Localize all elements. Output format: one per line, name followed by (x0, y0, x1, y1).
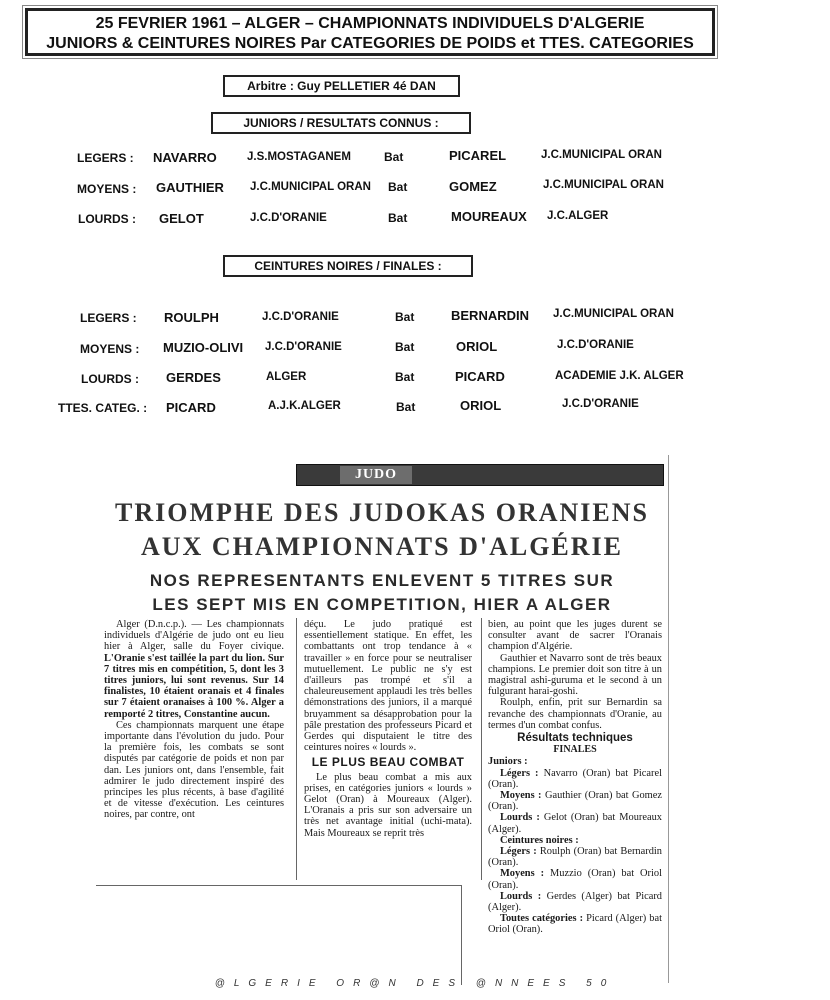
bat-label: Bat (395, 370, 415, 384)
winner-name: ROULPH (164, 310, 219, 325)
article-paragraph-bold: L'Oranie s'est taillée la part du lion. Sur 7 titres mis en compétition, 5, dont les 3 titres juniors, lui sont revenus. Sur 14 finalistes, 10 étaient oranais et 4 finales sur 7 étaient oranaises à 100 %. Alger a remporté 2 titres, Constantine aucun. (104, 652, 284, 720)
category-label: TTES. CATEG. : (58, 401, 148, 415)
juniors-section-title: JUNIORS / RESULTATS CONNUS : (211, 112, 471, 134)
loser-club: ACADEMIE J.K. ALGER (555, 370, 684, 382)
category-label: LEGERS : (77, 151, 134, 165)
loser-club: J.C.MUNICIPAL ORAN (553, 308, 674, 320)
title-line-1: 25 FEVRIER 1961 – ALGER – CHAMPIONNATS INDIVIDUELS D'ALGERIE (95, 15, 645, 32)
winner-name: GAUTHIER (156, 180, 224, 195)
category-label: LEGERS : (80, 311, 137, 325)
result-item: Toutes catégories : Picard (Alger) bat Oriol (Oran). (488, 913, 662, 936)
column-divider (461, 885, 462, 985)
bat-label: Bat (384, 150, 404, 164)
category-label: LOURDS : (81, 372, 139, 386)
winner-name: GERDES (166, 370, 221, 385)
rule (96, 885, 461, 886)
article-paragraph: déçu. Le judo pratiqué est essentiellement statique. En effet, les combattants ont trop tendance à « travailler » en force pour se neutraliser mutuellement. Le public ne s'y est d'ailleurs pas trompé et s'il a chaleureusement applaudi les très belles démonstrations des juniors, il a marqué bruyamment sa désapprobation pour la pâle prestation des professeurs Picard et Gerdes qui disputaient le titre des ceintures noires « lourds ». (304, 619, 472, 754)
result-item: Moyens : Muzzio (Oran) bat Oriol (Oran). (488, 868, 662, 891)
article-headline-2: AUX CHAMPIONNATS D'ALGÉRIE (141, 532, 623, 561)
article-paragraph: Roulph, enfin, prit sur Bernardin sa revanche des championnats d'Oranie, au termes d'un combat confus. (488, 697, 662, 731)
category-label: MOYENS : (80, 342, 140, 356)
bat-label: Bat (396, 400, 416, 414)
article-subhead-1: NOS REPRESENTANTS ENLEVENT 5 TITRES SUR (149, 571, 615, 590)
winner-name: PICARD (166, 400, 216, 415)
result-item: Légers : Navarro (Oran) bat Picarel (Oran). (488, 767, 662, 790)
article-paragraph: Le plus beau combat a mis aux prises, en catégories juniors « lourds » Gelot (Oran) à Moureaux (Alger). L'Oranais a pris sur son adversaire un très net avantage initial (uchi-mata). Mais Moureaux se reprit très (304, 771, 472, 839)
article-headline-1: TRIOMPHE DES JUDOKAS ORANIENS (114, 498, 649, 527)
article-column-3 (488, 619, 662, 936)
section-heading: LE PLUS BEAU COMBAT (311, 755, 465, 770)
loser-name: MOUREAUX (451, 209, 527, 224)
winner-club: J.S.MOSTAGANEM (247, 151, 351, 163)
result-item: Légers : Roulph (Oran) bat Bernardin (Oran). (488, 846, 662, 869)
article-paragraph: bien, au point que les juges durent se consulter avant de sacrer l'Oranais champion d'Algérie. (488, 619, 662, 653)
loser-name: PICAREL (449, 148, 507, 163)
loser-name: PICARD (455, 369, 505, 384)
winner-name: NAVARRO (153, 150, 217, 165)
black-belts-section-title: CEINTURES NOIRES / FINALES : (223, 255, 473, 277)
article-column-1 (104, 619, 284, 821)
loser-name: GOMEZ (449, 179, 497, 194)
article-paragraph: Gauthier et Navarro sont de très beaux champions. Le premier doit son titre à un magistral ashi-guruma et le second à un fulgurant harai-goshi. (488, 652, 662, 698)
article-column-2 (304, 619, 472, 839)
bat-label: Bat (395, 310, 415, 324)
article-paragraph: Ces championnats marquent une étape importante dans l'évolution du judo. Pour la première fois, les combats se sont disputés par catégorie de poids et non par dan. Les juniors ont, dans l'ensemble, fait admirer le judo directement inspiré des principes les plus récents, à base d'agilité et de vitesse d'exécution. Les ceintures noires, par contre, ont (104, 719, 284, 821)
winner-name: GELOT (159, 211, 204, 226)
bat-label: Bat (395, 340, 415, 354)
category-label: MOYENS : (77, 182, 137, 196)
loser-name: ORIOL (456, 339, 498, 354)
results-heading: Résultats techniques (517, 732, 633, 745)
section-banner-label: JUDO (340, 466, 412, 484)
column-divider (296, 618, 297, 880)
loser-name: BERNARDIN (451, 308, 529, 323)
bat-label: Bat (388, 211, 408, 225)
result-item: Ceintures noires : (500, 834, 579, 846)
bat-label: Bat (388, 180, 408, 194)
result-item: Lourds : Gerdes (Alger) bat Picard (Alger). (488, 890, 662, 914)
category-label: LOURDS : (78, 212, 136, 226)
loser-club: J.C.ALGER (547, 210, 609, 222)
winner-club: J.C.D'ORANIE (262, 311, 339, 323)
result-item: Lourds : Gelot (Oran) bat Moureaux (Alger). (488, 812, 662, 835)
winner-club: J.C.D'ORANIE (265, 341, 342, 353)
winner-club: A.J.K.ALGER (268, 400, 341, 412)
clipping-edge (668, 455, 669, 983)
loser-name: ORIOL (460, 398, 502, 413)
results-list (488, 756, 662, 935)
title-box (25, 8, 715, 56)
result-item: Juniors : (488, 756, 528, 768)
title-line-2: JUNIORS & CEINTURES NOIRES Par CATEGORIES DE POIDS et TTES. CATEGORIES (46, 35, 694, 52)
results-subheading: FINALES (553, 744, 597, 756)
referee-box: Arbitre : Guy PELLETIER 4é DAN (223, 75, 460, 97)
article-paragraph: Alger (D.n.c.p.). — Les championnats individuels d'Algérie de judo ont eu lieu hier à Alger, salle du Foyer civique. (104, 619, 284, 653)
winner-club: ALGER (266, 371, 307, 383)
result-item: Moyens : Gauthier (Oran) bat Gomez (Oran). (488, 790, 662, 813)
winner-club: J.C.D'ORANIE (250, 212, 327, 224)
watermark-footer: @LGERIE OR@N DES @NNEES 50 (214, 978, 616, 989)
loser-club: J.C.MUNICIPAL ORAN (543, 179, 664, 191)
loser-club: J.C.MUNICIPAL ORAN (541, 149, 662, 161)
column-divider (481, 618, 482, 880)
winner-name: MUZIO-OLIVI (163, 340, 244, 355)
loser-club: J.C.D'ORANIE (557, 339, 634, 351)
winner-club: J.C.MUNICIPAL ORAN (250, 181, 371, 193)
article-subhead-2: LES SEPT MIS EN COMPETITION, HIER A ALGER (152, 595, 612, 614)
loser-club: J.C.D'ORANIE (562, 398, 639, 410)
